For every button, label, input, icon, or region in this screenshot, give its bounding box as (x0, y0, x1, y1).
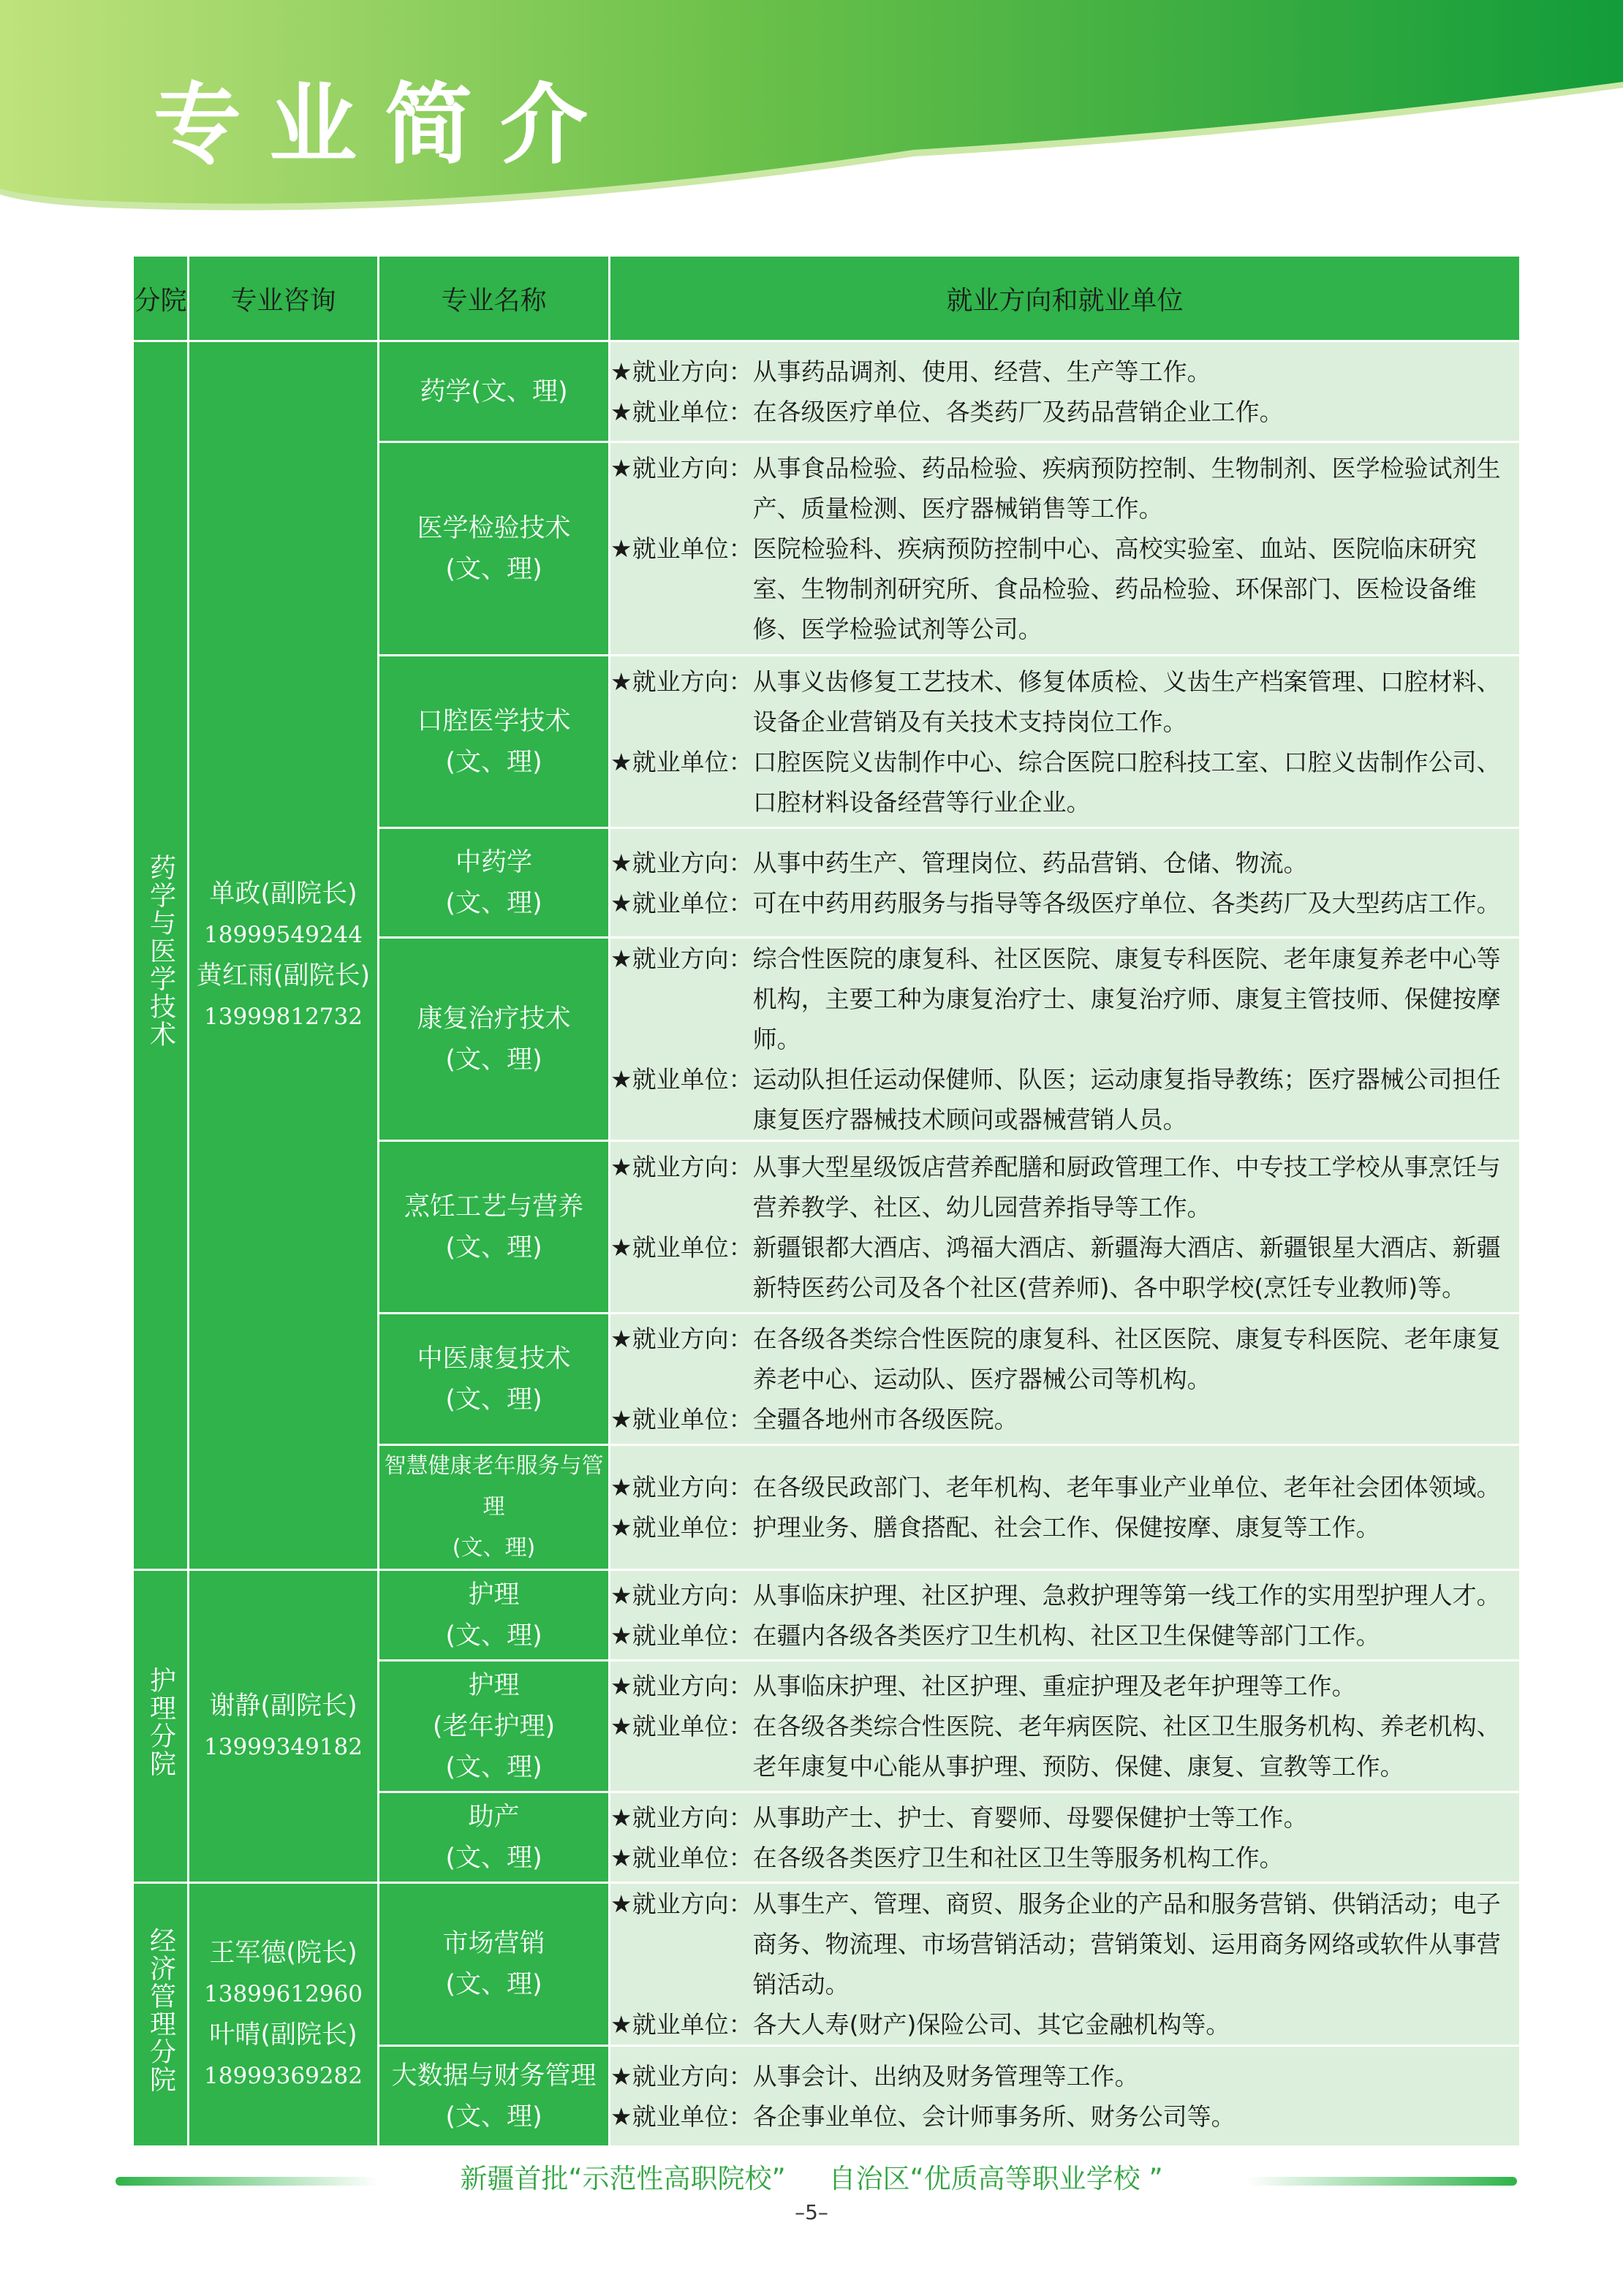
major-name: 药学(文、理) (420, 376, 568, 406)
contact-name: 叶晴(副院长) (209, 2020, 357, 2050)
department-name: 药学与医学技术 (145, 854, 176, 1048)
major-subtitle: (文、理) (445, 554, 542, 584)
major-subtitle: (老年护理) (432, 1711, 556, 1741)
contact-cell (189, 341, 379, 1570)
employment-unit (610, 2004, 1519, 2045)
employment-direction (610, 448, 1519, 528)
major-name-cell (379, 938, 610, 1141)
major-name-cell (379, 341, 610, 442)
contact-phone: 13999349182 (204, 1733, 363, 1760)
unit-text: 口腔医院义齿制作中心、综合医院口腔科技工室、口腔义齿制作公司、口腔材料设备经营等行业企业。 (752, 747, 1501, 817)
footer-divider-right (1246, 2177, 1517, 2186)
unit-label: ★就业单位： (610, 1065, 753, 1094)
major-name: 护理 (468, 1670, 520, 1700)
employment-direction (610, 662, 1519, 742)
direction-label: ★就业方向： (610, 848, 753, 877)
employment-cell (610, 1314, 1521, 1445)
direction-text: 从事食品检验、药品检验、疾病预防控制、生物制剂、医学检验试剂生产、质量检测、医疗器械销售等工作。 (752, 454, 1501, 523)
contact-phone: 18999549244 (204, 922, 363, 948)
table-header-row (133, 256, 1521, 341)
unit-text: 新疆银都大酒店、鸿福大酒店、新疆海大酒店、新疆银星大酒店、新疆新特医药公司及各个社区(营养师)、各中职学校(烹饪专业教师)等。 (752, 1232, 1501, 1302)
unit-label: ★就业单位： (610, 397, 753, 426)
page-title: 专业简介 (154, 73, 616, 176)
major-name: 市场营销 (442, 1929, 545, 1958)
unit-label: ★就业单位： (610, 1513, 753, 1542)
direction-text: 从事大型星级饭店营养配膳和厨政管理工作、中专技工学校从事烹饪与营养教学、社区、幼儿园营养指导等工作。 (752, 1152, 1501, 1221)
department-cell (133, 1883, 189, 2147)
direction-text: 从事药品调剂、使用、经营、生产等工作。 (752, 357, 1211, 386)
unit-label: ★就业单位： (610, 1712, 753, 1740)
employment-cell (610, 938, 1521, 1141)
major-name-cell (379, 1445, 610, 1570)
direction-label: ★就业方向： (610, 1473, 753, 1501)
employment-direction (610, 2056, 1519, 2096)
direction-label: ★就业方向： (610, 2061, 753, 2091)
major-subtitle: (文、理) (445, 747, 542, 777)
contact-cell (189, 1883, 379, 2147)
employment-direction (610, 1666, 1519, 1706)
unit-text: 在各级医疗单位、各类药厂及药品营销企业工作。 (752, 397, 1284, 426)
major-name-cell (379, 442, 610, 656)
direction-label: ★就业方向： (610, 454, 753, 482)
contact-phone: 13999812732 (204, 1004, 363, 1030)
unit-label: ★就业单位： (610, 1843, 753, 1872)
employment-cell (610, 1792, 1521, 1883)
major-name: 中药学 (455, 847, 532, 877)
major-subtitle: (文、理) (445, 1384, 542, 1414)
direction-text: 从事生产、管理、商贸、服务企业的产品和服务营销、供销活动；电子商务、物流理、市场营销活动；营销策划、运用商务网络或软件从事营销活动。 (752, 1890, 1501, 1998)
major-subtitle: (文、理) (445, 1232, 542, 1262)
employment-unit (610, 883, 1519, 923)
table-row (133, 1570, 1521, 1661)
direction-text: 从事助产士、护士、育婴师、母婴保健护士等工作。 (752, 1803, 1308, 1832)
employment-direction (610, 1884, 1519, 2004)
contact-name: 谢静(副院长) (209, 1691, 357, 1721)
major-name: 康复治疗技术 (417, 1004, 571, 1034)
direction-label: ★就业方向： (610, 1580, 753, 1610)
direction-text: 综合性医院的康复科、社区医院、康复专科医院、老年康复养老中心等机构，主要工种为康复治疗士、康复治疗师、康复主管技师、保健按摩师。 (752, 944, 1501, 1053)
unit-text: 在各级各类综合性医院、老年病医院、社区卫生服务机构、养老机构、老年康复中心能从事护理、预防、保健、康复、宣教等工作。 (752, 1712, 1501, 1781)
employment-direction (610, 1467, 1519, 1507)
major-name: 助产 (468, 1802, 520, 1832)
contact-cell (189, 1570, 379, 1883)
direction-label: ★就业方向： (610, 357, 753, 386)
unit-label: ★就业单位： (610, 534, 753, 563)
unit-label: ★就业单位： (610, 2102, 753, 2131)
direction-label: ★就业方向： (610, 1152, 753, 1181)
direction-text: 从事临床护理、社区护理、重症护理及老年护理等工作。 (752, 1672, 1356, 1700)
contact-name: 单政(副院长) (209, 879, 357, 909)
major-name-cell (379, 1883, 610, 2046)
employment-unit (610, 742, 1519, 822)
employment-direction (610, 939, 1519, 1059)
major-name: 护理 (468, 1580, 520, 1610)
direction-text: 从事会计、出纳及财务管理等工作。 (752, 2061, 1139, 2091)
unit-label: ★就业单位： (610, 1621, 753, 1650)
direction-text: 从事义齿修复工艺技术、修复体质检、义齿生产档案管理、口腔材料、设备企业营销及有关技术支持岗位工作。 (752, 667, 1501, 736)
contact-phone: 18999369282 (204, 2063, 363, 2089)
employment-unit (610, 2096, 1519, 2137)
major-subtitle: (文、理) (445, 1752, 542, 1782)
unit-label: ★就业单位： (610, 2010, 753, 2039)
major-subtitle: (文、理) (445, 888, 542, 918)
direction-text: 从事临床护理、社区护理、急救护理等第一线工作的实用型护理人才。 (752, 1580, 1501, 1610)
employment-unit (610, 1059, 1519, 1140)
unit-text: 可在中药用药服务与指导等各级医疗单位、各类药厂及大型药店工作。 (752, 888, 1501, 917)
unit-text: 在各级各类医疗卫生和社区卫生等服务机构工作。 (752, 1843, 1284, 1872)
employment-unit (610, 528, 1519, 649)
employment-cell (610, 1883, 1521, 2046)
header-consult: 专业咨询 (189, 256, 379, 341)
unit-label: ★就业单位： (610, 888, 753, 917)
employment-unit (610, 1615, 1519, 1656)
table-row (133, 1883, 1521, 2046)
employment-direction (610, 843, 1519, 883)
unit-label: ★就业单位： (610, 747, 753, 776)
major-subtitle: (文、理) (445, 1970, 542, 1999)
employment-cell (610, 442, 1521, 656)
major-name: 烹饪工艺与营养 (404, 1191, 583, 1221)
direction-label: ★就业方向： (610, 1325, 753, 1353)
direction-label: ★就业方向： (610, 944, 753, 973)
major-name-cell (379, 828, 610, 938)
employment-unit (610, 1227, 1519, 1308)
direction-label: ★就业方向： (610, 1803, 753, 1832)
major-name: 智慧健康老年服务与管理 (384, 1453, 604, 1520)
footer-slogan: 新疆首批“示范性高职院校” 自治区“优质高等职业学校 ” (460, 2163, 1163, 2194)
employment-cell (610, 1445, 1521, 1570)
major-name: 医学检验技术 (417, 513, 571, 543)
employment-cell (610, 656, 1521, 828)
employment-unit (610, 1838, 1519, 1878)
major-name: 中医康复技术 (417, 1344, 571, 1374)
major-subtitle: (文、理) (445, 2102, 542, 2132)
unit-text: 全疆各地州市各级医院。 (752, 1405, 1018, 1433)
unit-text: 护理业务、膳食搭配、社会工作、保健按摩、康复等工作。 (752, 1513, 1380, 1542)
employment-cell (610, 1661, 1521, 1792)
majors-table (132, 254, 1521, 2148)
contact-name: 王军德(院长) (209, 1939, 357, 1968)
employment-cell (610, 828, 1521, 938)
major-subtitle: (文、理) (452, 1535, 536, 1561)
unit-text: 各大人寿(财产)保险公司、其它金融机构等。 (752, 2010, 1230, 2039)
major-subtitle: (文、理) (445, 1621, 542, 1651)
unit-label: ★就业单位： (610, 1405, 753, 1433)
major-subtitle: (文、理) (445, 1045, 542, 1075)
employment-direction (610, 1575, 1519, 1615)
unit-label: ★就业单位： (610, 1232, 753, 1262)
employment-direction (610, 1319, 1519, 1399)
major-name: 大数据与财务管理 (391, 2061, 597, 2091)
employment-unit (610, 1507, 1519, 1547)
contact-name: 黄红雨(副院长) (196, 961, 371, 990)
major-name-cell (379, 2046, 610, 2147)
header-employment: 就业方向和就业单位 (610, 256, 1521, 341)
header-department: 分院 (133, 256, 189, 341)
employment-cell (610, 2046, 1521, 2147)
footer-divider-left (116, 2177, 379, 2186)
direction-text: 在各级民政部门、老年机构、老年事业产业单位、老年社会团体领域。 (752, 1473, 1501, 1501)
department-name: 经济管理分院 (145, 1927, 176, 2094)
direction-label: ★就业方向： (610, 1890, 753, 1918)
header-major: 专业名称 (379, 256, 610, 341)
department-name: 护理分院 (145, 1666, 176, 1778)
direction-text: 从事中药生产、管理岗位、药品营销、仓储、物流。 (752, 848, 1308, 877)
employment-unit (610, 1399, 1519, 1439)
employment-direction (610, 1147, 1519, 1227)
direction-label: ★就业方向： (610, 1672, 753, 1700)
contact-phone: 13899612960 (204, 1981, 363, 2007)
unit-text: 各企事业单位、会计师事务所、财务公司等。 (752, 2102, 1236, 2131)
major-name: 口腔医学技术 (417, 706, 571, 736)
unit-text: 在疆内各级各类医疗卫生机构、社区卫生保健等部门工作。 (752, 1621, 1380, 1650)
direction-label: ★就业方向： (610, 667, 753, 696)
employment-cell (610, 341, 1521, 442)
direction-text: 在各级各类综合性医院的康复科、社区医院、康复专科医院、老年康复养老中心、运动队、医疗器械公司等机构。 (752, 1325, 1501, 1393)
department-cell (133, 341, 189, 1570)
major-name-cell (379, 1661, 610, 1792)
table-row (133, 341, 1521, 442)
employment-direction (610, 352, 1519, 392)
employment-cell (610, 1570, 1521, 1661)
employment-direction (610, 1797, 1519, 1838)
unit-text: 运动队担任运动保健师、队医；运动康复指导教练；医疗器械公司担任康复医疗器械技术顾问或器械营销人员。 (752, 1065, 1501, 1134)
employment-unit (610, 1706, 1519, 1787)
department-cell (133, 1570, 189, 1883)
employment-cell (610, 1141, 1521, 1314)
major-name-cell (379, 1570, 610, 1661)
major-name-cell (379, 1141, 610, 1314)
major-subtitle: (文、理) (445, 1843, 542, 1873)
employment-unit (610, 392, 1519, 432)
unit-text: 医院检验科、疾病预防控制中心、高校实验室、血站、医院临床研究室、生物制剂研究所、食品检验、药品检验、环保部门、医检设备维修、医学检验试剂等公司。 (752, 534, 1477, 643)
major-name-cell (379, 656, 610, 828)
major-name-cell (379, 1314, 610, 1445)
page-number: –5– (795, 2200, 828, 2224)
major-name-cell (379, 1792, 610, 1883)
